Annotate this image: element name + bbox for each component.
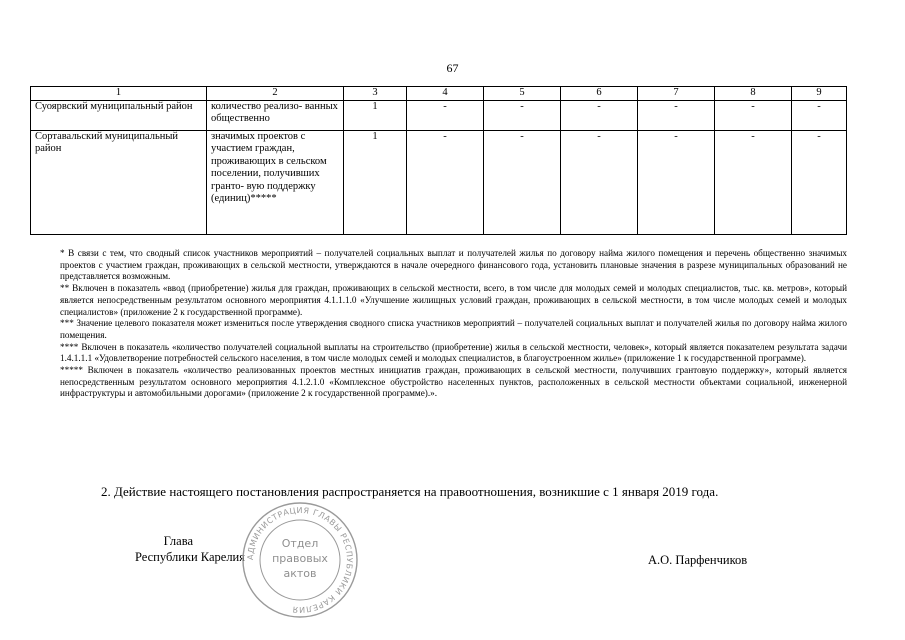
signatory-title-line: Глава bbox=[163, 534, 193, 548]
region-cell: Сортавальский муниципальный район bbox=[31, 130, 207, 234]
effective-date-clause: 2. Действие настоящего постановления распространяется на правоотношения, возникшие с 1 января 2019 года. bbox=[101, 484, 719, 499]
value-cell: - bbox=[561, 130, 638, 234]
column-header: 8 bbox=[715, 87, 792, 101]
footnote: ** Включен в показатель «ввод (приобретение) жилья для граждан, проживающих в сельской местности, всего, в том числе для молодых семей и молодых специалистов, тыс. кв. метров», который является непосредственным результатом основного мероприятия 4.1.1.1.0 «Улучшение жилищных условий граждан, проживающих в сельской местности, в том числе молодых семей и молодых специалистов» (приложение 2 к государственной программе). bbox=[60, 283, 847, 317]
table-row bbox=[31, 130, 847, 234]
footnote: ***** Включен в показатель «количество реализованных проектов местных инициатив граждан, проживающих в сельской местности, получивших грантовую поддержку», который является непосредственным результатом основного мероприятия 4.1.2.1.0 «Комплексное обустройство населенных пунктов, расположенных в сельской местности объектами социальной, инженерной инфраструктуры и автомобильными дорогами» (приложение 2 к государственной программе).». bbox=[60, 365, 847, 399]
column-header: 9 bbox=[792, 87, 847, 101]
value-cell: 1 bbox=[344, 130, 407, 234]
value-cell: - bbox=[484, 130, 561, 234]
column-header: 3 bbox=[344, 87, 407, 101]
table-row bbox=[31, 100, 847, 130]
value-cell: - bbox=[638, 130, 715, 234]
indicator-table bbox=[30, 86, 847, 235]
value-cell: - bbox=[407, 130, 484, 234]
stamp-line: правовых bbox=[272, 552, 328, 565]
column-header: 4 bbox=[407, 87, 484, 101]
value-cell: - bbox=[407, 100, 484, 130]
column-header: 1 bbox=[31, 87, 207, 101]
signatory-name: А.О. Парфенчиков bbox=[648, 553, 748, 567]
footnote: **** Включен в показатель «количество получателей социальной выплаты на строительство (приобретение) жилья в сельской местности, человек», который является показателем результата задачи 1.4.1.1.1 «Удовлетворение потребностей сельского населения, в том числе молодых семей и молодых специалистов, в благоустроенном жилье» (приложение 1 к государственной программе). bbox=[60, 341, 847, 364]
indicator-cell: значимых проектов с участием граждан, проживающих в сельском поселении, получивших гранто- вую поддержку (единиц)***** bbox=[207, 130, 344, 234]
page-number: 67 bbox=[446, 61, 459, 75]
stamp-seal bbox=[240, 500, 360, 620]
value-cell: - bbox=[792, 100, 847, 130]
column-header: 2 bbox=[207, 87, 344, 101]
value-cell: - bbox=[561, 100, 638, 130]
region-cell: Суоярвский муниципальный район bbox=[31, 100, 207, 130]
stamp-line: Отдел bbox=[281, 537, 319, 550]
footnote: * В связи с тем, что сводный список участников мероприятий – получателей социальных выплат и получателей жилья по договору найма жилого помещения и перечень общественно значимых проектов с участием граждан, проживающих в сельской местности, утверждаются в начале очередного финансового года, установить плановые значения в разрезе муниципальных образований не представляется возможным. bbox=[60, 248, 847, 282]
stamp-line: актов bbox=[283, 567, 317, 580]
value-cell: - bbox=[715, 130, 792, 234]
column-header: 7 bbox=[638, 87, 715, 101]
table-header-row bbox=[31, 87, 847, 101]
value-cell: - bbox=[484, 100, 561, 130]
column-header: 5 bbox=[484, 87, 561, 101]
stamp-ring-text: АДМИНИСТРАЦИЯ ГЛАВЫ РЕСПУБЛИКИ КАРЕЛИЯ bbox=[245, 505, 355, 615]
value-cell: - bbox=[715, 100, 792, 130]
column-header: 6 bbox=[561, 87, 638, 101]
footnote: *** Значение целевого показателя может измениться после утверждения сводного списка участников мероприятий – получателей социальных выплат и получателей жилья по договору найма жилого помещения. bbox=[60, 318, 847, 340]
indicator-cell: количество реализо- ванных общественно bbox=[207, 100, 344, 130]
footnotes bbox=[60, 248, 847, 400]
signatory-title bbox=[135, 533, 245, 565]
value-cell: - bbox=[792, 130, 847, 234]
signatory-title-line: Республики Карелия bbox=[134, 550, 245, 564]
value-cell: - bbox=[638, 100, 715, 130]
value-cell: 1 bbox=[344, 100, 407, 130]
